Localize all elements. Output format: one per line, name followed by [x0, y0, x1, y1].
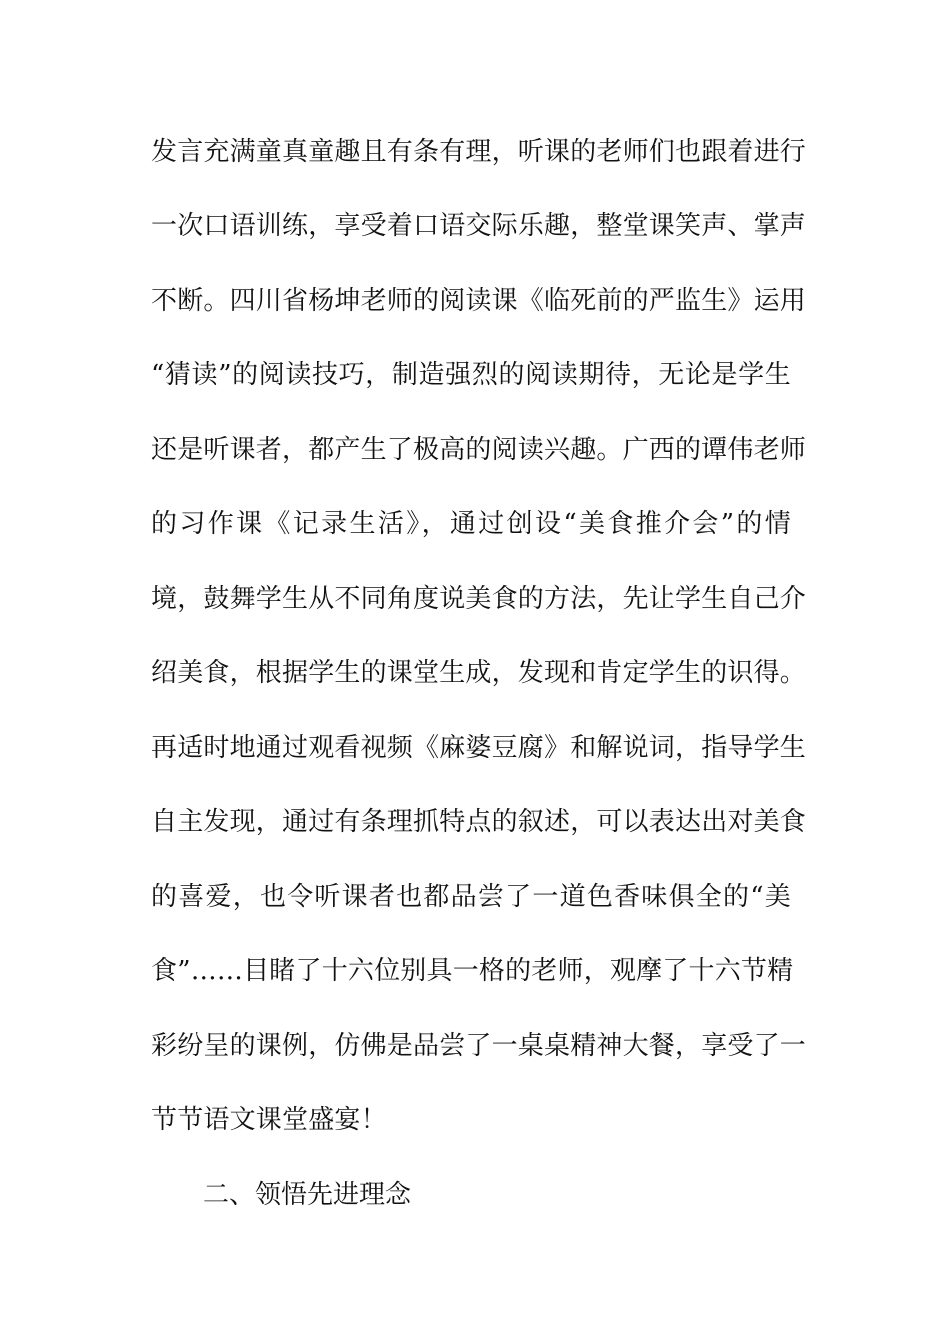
paragraph-line-10: 自主发现，通过有条理抓特点的叙述，可以表达出对美食: [151, 807, 807, 837]
paragraph-line-12: 食”……目睹了十六位别具一格的老师，观摩了十六节精: [151, 956, 794, 986]
section-heading: 二、领悟先进理念: [203, 1180, 412, 1210]
paragraph-line-14: 节节语文课堂盛宴！: [151, 1105, 387, 1135]
paragraph-line-6: 的习作课《记录生活》，通过创设“美食推介会”的情: [151, 509, 791, 539]
paragraph-line-13: 彩纷呈的课例，仿佛是品尝了一桌桌精神大餐，享受了一: [151, 1031, 807, 1061]
paragraph-line-5: 还是听课者，都产生了极高的阅读兴趣。广西的谭伟老师: [151, 435, 807, 465]
paragraph-line-2: 一次口语训练，享受着口语交际乐趣，整堂课笑声、掌声: [151, 211, 807, 241]
paragraph-line-3: 不断。四川省杨坤老师的阅读课《临死前的严监生》运用: [151, 286, 807, 316]
paragraph-line-4: “猜读”的阅读技巧，制造强烈的阅读期待，无论是学生: [151, 360, 791, 390]
paragraph-line-9: 再适时地通过观看视频《麻婆豆腐》和解说词，指导学生: [151, 733, 807, 763]
paragraph-line-1: 发言充满童真童趣且有条有理，听课的老师们也跟着进行: [151, 137, 807, 167]
paragraph-line-11: 的喜爱，也令听课者也都品尝了一道色香味俱全的“美: [151, 882, 791, 912]
paragraph-line-8: 绍美食，根据学生的课堂生成，发现和肯定学生的识得。: [151, 658, 807, 688]
paragraph-line-7: 境，鼓舞学生从不同角度说美食的方法，先让学生自己介: [151, 584, 807, 614]
